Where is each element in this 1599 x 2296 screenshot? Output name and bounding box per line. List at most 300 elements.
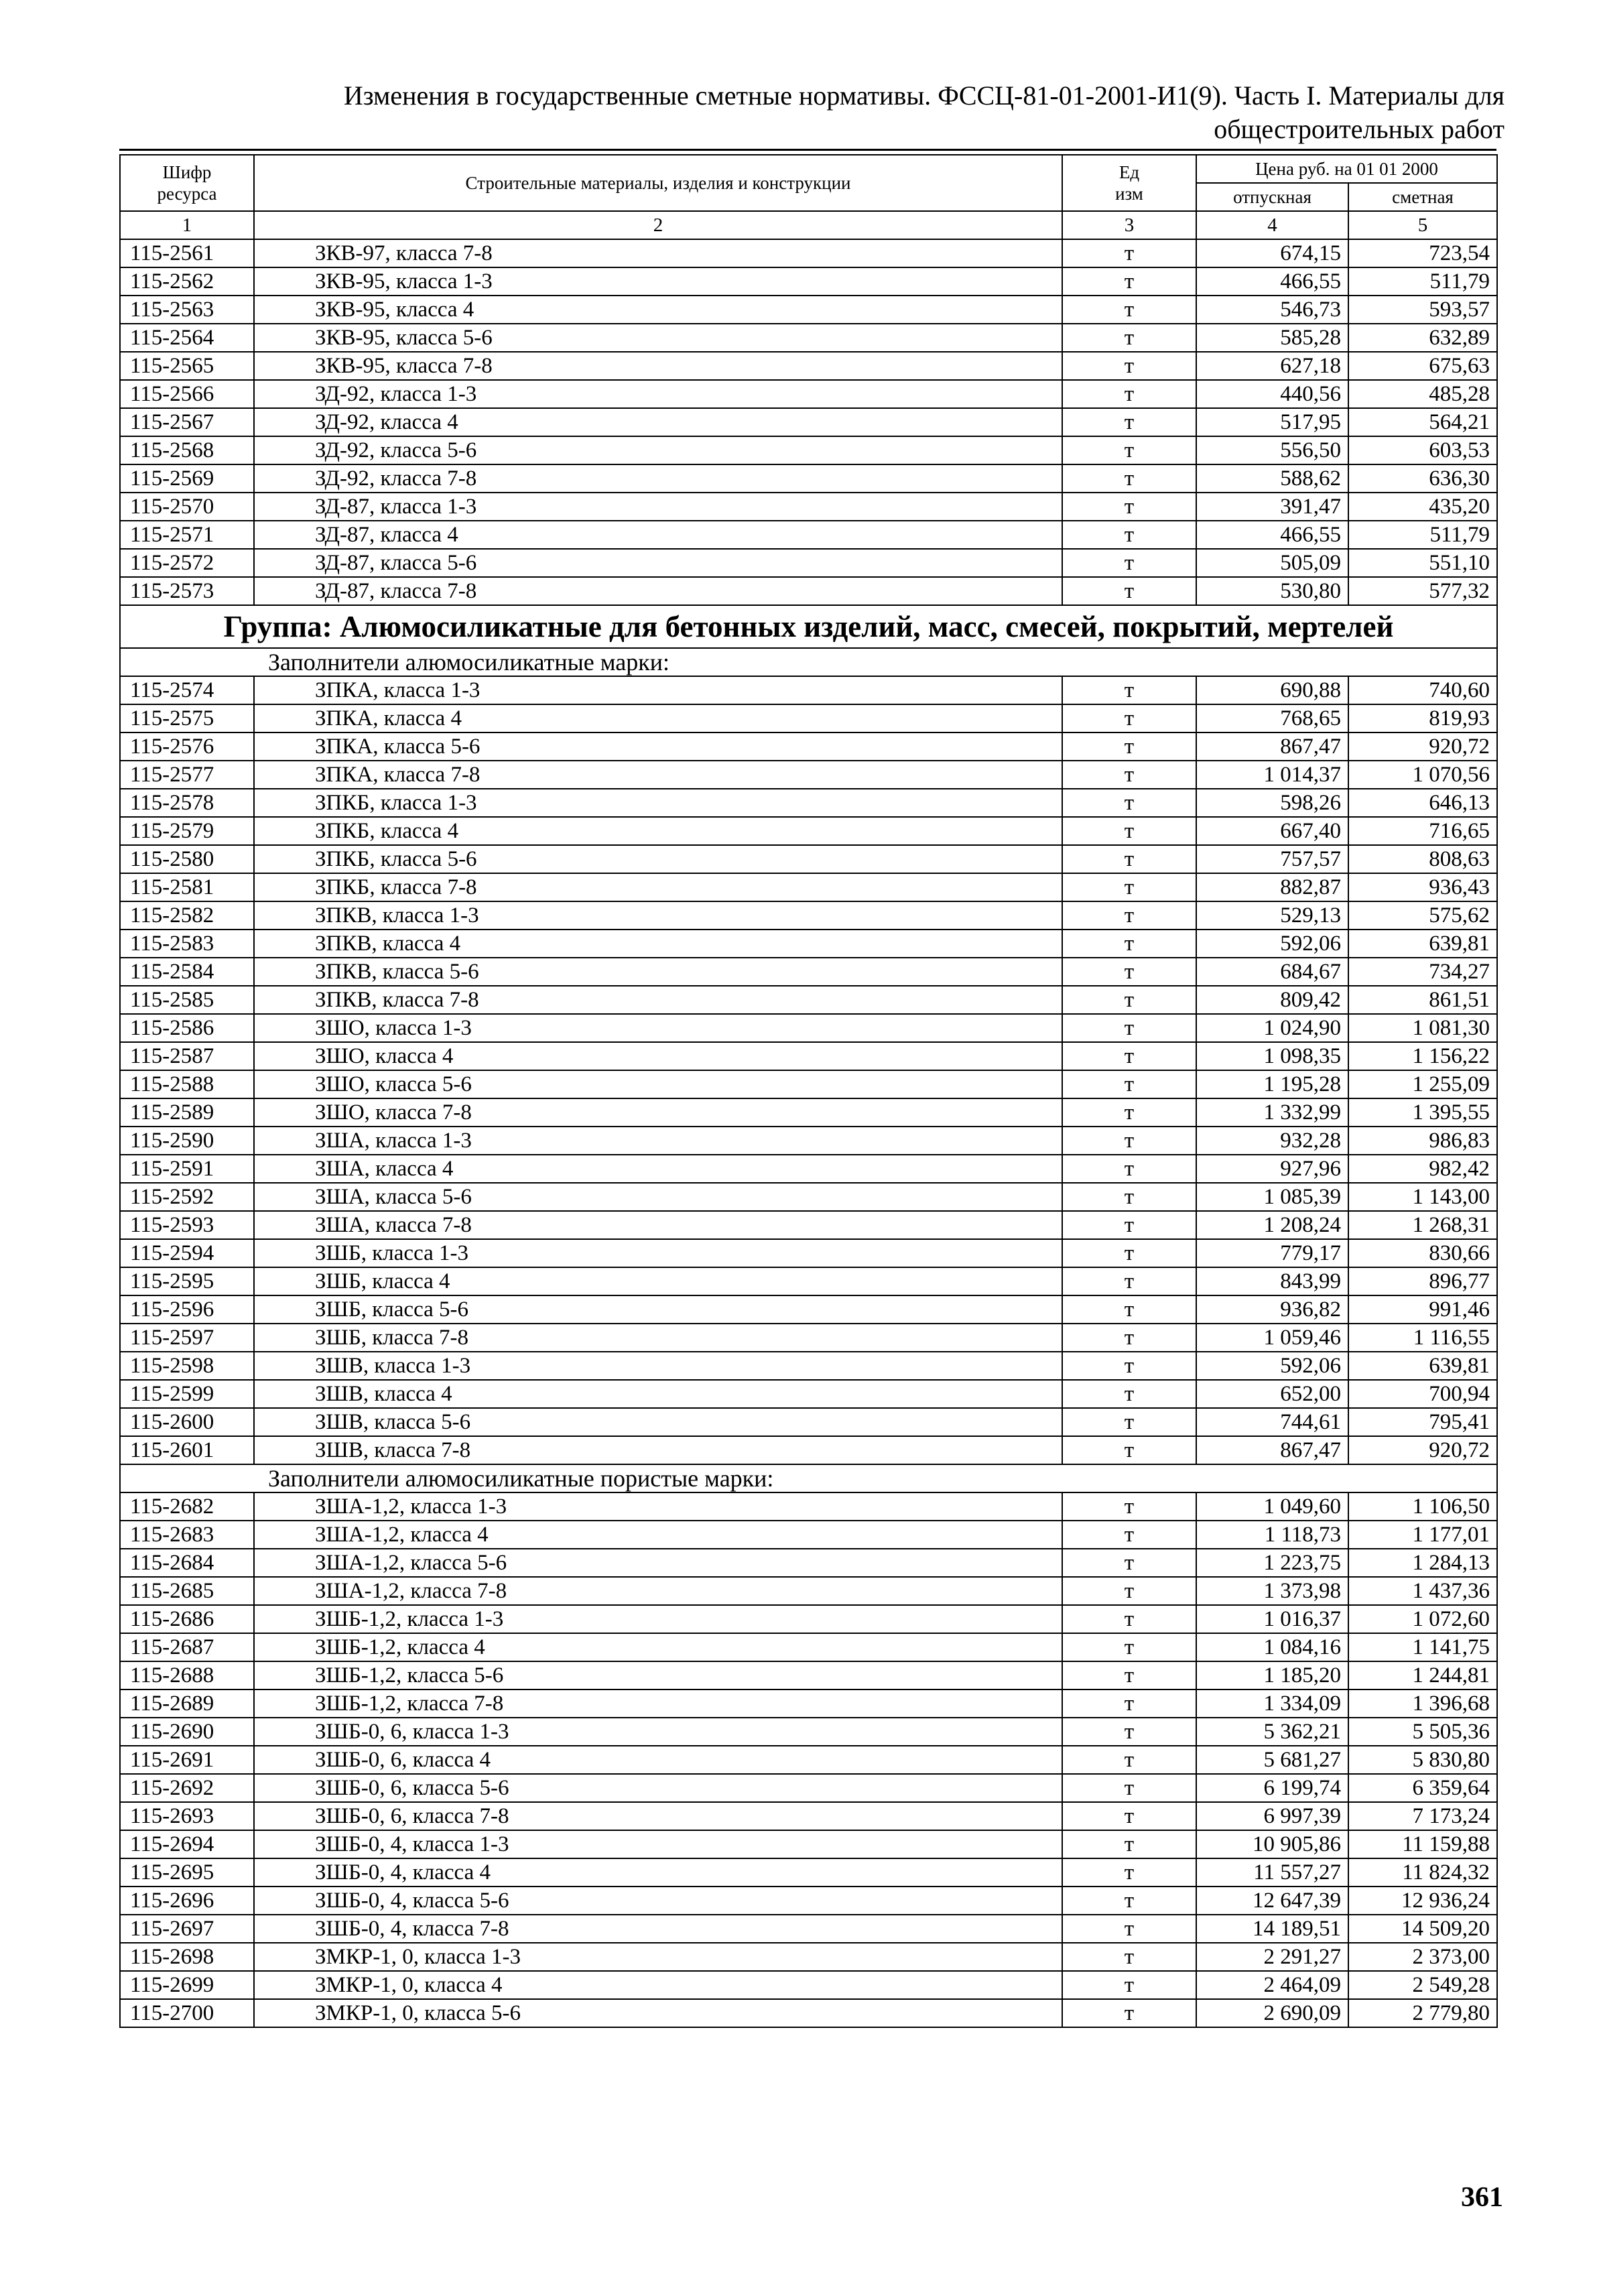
- release-price: 5 681,27: [1196, 1746, 1348, 1774]
- header-code-line-2: ресурса: [157, 184, 217, 204]
- estimate-price: 639,81: [1348, 930, 1497, 958]
- unit: т: [1062, 958, 1196, 986]
- table-row: [120, 1830, 1497, 1858]
- resource-code: 115-2568: [120, 436, 254, 464]
- unit: т: [1062, 1352, 1196, 1380]
- estimate-price: 1 177,01: [1348, 1521, 1497, 1549]
- resource-code: 115-2599: [120, 1380, 254, 1408]
- material-name: ЗПКБ, класса 1-3: [254, 789, 1062, 817]
- release-price: 927,96: [1196, 1155, 1348, 1183]
- release-price: 546,73: [1196, 296, 1348, 324]
- table-row: [120, 1014, 1497, 1042]
- material-name: ЗШВ, класса 1-3: [254, 1352, 1062, 1380]
- material-name: ЗД-87, класса 4: [254, 521, 1062, 549]
- table-row: [120, 1155, 1497, 1183]
- price-table: [119, 154, 1498, 2028]
- release-price: 529,13: [1196, 901, 1348, 930]
- estimate-price: 575,62: [1348, 901, 1497, 930]
- material-name: ЗШО, класса 7-8: [254, 1098, 1062, 1127]
- unit: т: [1062, 817, 1196, 845]
- unit: т: [1062, 732, 1196, 761]
- material-name: ЗША, класса 7-8: [254, 1211, 1062, 1239]
- unit: т: [1062, 1492, 1196, 1521]
- unit: т: [1062, 324, 1196, 352]
- group-section: [120, 605, 1497, 676]
- rows-part-2: [120, 676, 1497, 1464]
- estimate-price: 1 156,22: [1348, 1042, 1497, 1070]
- column-numbers: [120, 211, 1497, 239]
- release-price: 1 373,98: [1196, 1577, 1348, 1605]
- table-row: [120, 789, 1497, 817]
- page-header: [114, 79, 1505, 146]
- release-price: 11 557,27: [1196, 1858, 1348, 1887]
- table-row: [120, 1352, 1497, 1380]
- unit: т: [1062, 1211, 1196, 1239]
- material-name: ЗПКА, класса 4: [254, 704, 1062, 732]
- resource-code: 115-2564: [120, 324, 254, 352]
- resource-code: 115-2577: [120, 761, 254, 789]
- release-price: 1 185,20: [1196, 1661, 1348, 1689]
- material-name: ЗКВ-95, класса 4: [254, 296, 1062, 324]
- release-price: 6 997,39: [1196, 1802, 1348, 1830]
- material-name: ЗШБ-0, 6, класса 7-8: [254, 1802, 1062, 1830]
- estimate-price: 808,63: [1348, 845, 1497, 873]
- resource-code: 115-2566: [120, 380, 254, 408]
- resource-code: 115-2683: [120, 1521, 254, 1549]
- material-name: ЗМКР-1, 0, класса 5-6: [254, 1999, 1062, 2027]
- subgroup-row: [120, 648, 1497, 676]
- resource-code: 115-2576: [120, 732, 254, 761]
- estimate-price: 830,66: [1348, 1239, 1497, 1267]
- unit: т: [1062, 761, 1196, 789]
- resource-code: 115-2686: [120, 1605, 254, 1633]
- unit: т: [1062, 1999, 1196, 2027]
- material-name: ЗШБ-1,2, класса 1-3: [254, 1605, 1062, 1633]
- unit: т: [1062, 1830, 1196, 1858]
- material-name: ЗШБ-0, 4, класса 7-8: [254, 1915, 1062, 1943]
- material-name: ЗД-92, класса 1-3: [254, 380, 1062, 408]
- material-name: ЗША, класса 1-3: [254, 1127, 1062, 1155]
- resource-code: 115-2684: [120, 1549, 254, 1577]
- release-price: 936,82: [1196, 1295, 1348, 1324]
- unit: т: [1062, 1661, 1196, 1689]
- estimate-price: 12 936,24: [1348, 1887, 1497, 1915]
- release-price: 1 208,24: [1196, 1211, 1348, 1239]
- release-price: 1 016,37: [1196, 1605, 1348, 1633]
- estimate-price: 700,94: [1348, 1380, 1497, 1408]
- table-row: [120, 1127, 1497, 1155]
- resource-code: 115-2580: [120, 845, 254, 873]
- table-row: [120, 845, 1497, 873]
- release-price: 2 690,09: [1196, 1999, 1348, 2027]
- release-price: 1 085,39: [1196, 1183, 1348, 1211]
- table-row: [120, 676, 1497, 704]
- unit: т: [1062, 1127, 1196, 1155]
- table-row: [120, 817, 1497, 845]
- release-price: 2 464,09: [1196, 1971, 1348, 1999]
- unit: т: [1062, 1633, 1196, 1661]
- material-name: ЗША-1,2, класса 1-3: [254, 1492, 1062, 1521]
- subgroup-1-title: Заполнители алюмосиликатные марки:: [120, 648, 1497, 676]
- material-name: ЗПКБ, класса 4: [254, 817, 1062, 845]
- release-price: 440,56: [1196, 380, 1348, 408]
- release-price: 867,47: [1196, 1436, 1348, 1464]
- unit: т: [1062, 1915, 1196, 1943]
- unit: т: [1062, 1577, 1196, 1605]
- header-unit-line-1: Ед: [1118, 162, 1140, 182]
- resource-code: 115-2699: [120, 1971, 254, 1999]
- resource-code: 115-2598: [120, 1352, 254, 1380]
- resource-code: 115-2687: [120, 1633, 254, 1661]
- unit: т: [1062, 1605, 1196, 1633]
- table-row: [120, 577, 1497, 605]
- resource-code: 115-2574: [120, 676, 254, 704]
- subgroup-2-title: Заполнители алюмосиликатные пористые марки:: [120, 1464, 1497, 1492]
- resource-code: 115-2688: [120, 1661, 254, 1689]
- material-name: ЗД-92, класса 5-6: [254, 436, 1062, 464]
- resource-code: 115-2694: [120, 1830, 254, 1858]
- resource-code: 115-2697: [120, 1915, 254, 1943]
- material-name: ЗМКР-1, 0, класса 4: [254, 1971, 1062, 1999]
- release-price: 779,17: [1196, 1239, 1348, 1267]
- release-price: 1 223,75: [1196, 1549, 1348, 1577]
- table-row: [120, 1577, 1497, 1605]
- release-price: 1 332,99: [1196, 1098, 1348, 1127]
- table-row: [120, 732, 1497, 761]
- material-name: ЗПКВ, класса 7-8: [254, 986, 1062, 1014]
- table-row: [120, 873, 1497, 901]
- subgroup-section: [120, 1464, 1497, 1492]
- material-name: ЗКВ-95, класса 1-3: [254, 267, 1062, 296]
- estimate-price: 11 159,88: [1348, 1830, 1497, 1858]
- release-price: 867,47: [1196, 732, 1348, 761]
- resource-code: 115-2595: [120, 1267, 254, 1295]
- unit: т: [1062, 1408, 1196, 1436]
- unit: т: [1062, 1689, 1196, 1718]
- material-name: ЗПКБ, класса 5-6: [254, 845, 1062, 873]
- release-price: 598,26: [1196, 789, 1348, 817]
- resource-code: 115-2592: [120, 1183, 254, 1211]
- material-name: ЗШБ, класса 5-6: [254, 1295, 1062, 1324]
- table-row: [120, 1943, 1497, 1971]
- resource-code: 115-2572: [120, 549, 254, 577]
- table-row: [120, 1295, 1497, 1324]
- material-name: ЗШБ-0, 6, класса 5-6: [254, 1774, 1062, 1802]
- resource-code: 115-2593: [120, 1211, 254, 1239]
- resource-code: 115-2685: [120, 1577, 254, 1605]
- resource-code: 115-2561: [120, 239, 254, 267]
- header-estimate: сметная: [1348, 183, 1497, 211]
- estimate-price: 2 549,28: [1348, 1971, 1497, 1999]
- table-row: [120, 1324, 1497, 1352]
- unit: т: [1062, 521, 1196, 549]
- table-row: [120, 1183, 1497, 1211]
- estimate-price: 1 106,50: [1348, 1492, 1497, 1521]
- material-name: ЗША-1,2, класса 7-8: [254, 1577, 1062, 1605]
- unit: т: [1062, 296, 1196, 324]
- material-name: ЗШВ, класса 4: [254, 1380, 1062, 1408]
- material-name: ЗШБ, класса 1-3: [254, 1239, 1062, 1267]
- release-price: 530,80: [1196, 577, 1348, 605]
- table-row: [120, 267, 1497, 296]
- material-name: ЗКВ-97, класса 7-8: [254, 239, 1062, 267]
- resource-code: 115-2600: [120, 1408, 254, 1436]
- unit: т: [1062, 464, 1196, 493]
- release-price: 556,50: [1196, 436, 1348, 464]
- material-name: ЗШВ, класса 5-6: [254, 1408, 1062, 1436]
- unit: т: [1062, 1887, 1196, 1915]
- table-row: [120, 1070, 1497, 1098]
- resource-code: 115-2590: [120, 1127, 254, 1155]
- table-row: [120, 380, 1497, 408]
- estimate-price: 551,10: [1348, 549, 1497, 577]
- table-row: [120, 521, 1497, 549]
- release-price: 932,28: [1196, 1127, 1348, 1155]
- resource-code: 115-2601: [120, 1436, 254, 1464]
- unit: т: [1062, 930, 1196, 958]
- table-row: [120, 1042, 1497, 1070]
- estimate-price: 593,57: [1348, 296, 1497, 324]
- resource-code: 115-2682: [120, 1492, 254, 1521]
- resource-code: 115-2563: [120, 296, 254, 324]
- material-name: ЗД-87, класса 5-6: [254, 549, 1062, 577]
- table-row: [120, 1633, 1497, 1661]
- resource-code: 115-2690: [120, 1718, 254, 1746]
- estimate-price: 920,72: [1348, 732, 1497, 761]
- estimate-price: 675,63: [1348, 352, 1497, 380]
- release-price: 5 362,21: [1196, 1718, 1348, 1746]
- table-row: [120, 1887, 1497, 1915]
- unit: т: [1062, 1746, 1196, 1774]
- estimate-price: 11 824,32: [1348, 1858, 1497, 1887]
- resource-code: 115-2573: [120, 577, 254, 605]
- resource-code: 115-2696: [120, 1887, 254, 1915]
- estimate-price: 1 395,55: [1348, 1098, 1497, 1127]
- unit: т: [1062, 901, 1196, 930]
- estimate-price: 1 070,56: [1348, 761, 1497, 789]
- resource-code: 115-2569: [120, 464, 254, 493]
- header-rule: [119, 149, 1496, 151]
- table-row: [120, 1492, 1497, 1521]
- estimate-price: 14 509,20: [1348, 1915, 1497, 1943]
- table-row: [120, 1605, 1497, 1633]
- table-row: [120, 493, 1497, 521]
- header-price: Цена руб. на 01 01 2000: [1196, 155, 1497, 183]
- unit: т: [1062, 1239, 1196, 1267]
- resource-code: 115-2589: [120, 1098, 254, 1127]
- material-name: ЗШБ, класса 7-8: [254, 1324, 1062, 1352]
- material-name: ЗПКА, класса 1-3: [254, 676, 1062, 704]
- table-row: [120, 436, 1497, 464]
- material-name: ЗПКА, класса 5-6: [254, 732, 1062, 761]
- release-price: 768,65: [1196, 704, 1348, 732]
- release-price: 14 189,51: [1196, 1915, 1348, 1943]
- release-price: 1 084,16: [1196, 1633, 1348, 1661]
- estimate-price: 991,46: [1348, 1295, 1497, 1324]
- table-row: [120, 1521, 1497, 1549]
- material-name: ЗД-92, класса 4: [254, 408, 1062, 436]
- table-row: [120, 704, 1497, 732]
- table-row: [120, 958, 1497, 986]
- estimate-price: 6 359,64: [1348, 1774, 1497, 1802]
- unit: т: [1062, 408, 1196, 436]
- table-row: [120, 1915, 1497, 1943]
- material-name: ЗШО, класса 4: [254, 1042, 1062, 1070]
- table-row: [120, 324, 1497, 352]
- unit: т: [1062, 1718, 1196, 1746]
- resource-code: 115-2698: [120, 1943, 254, 1971]
- material-name: ЗШБ-0, 4, класса 1-3: [254, 1830, 1062, 1858]
- group-row: [120, 605, 1497, 648]
- resource-code: 115-2586: [120, 1014, 254, 1042]
- table-row: [120, 1098, 1497, 1127]
- resource-code: 115-2583: [120, 930, 254, 958]
- estimate-price: 564,21: [1348, 408, 1497, 436]
- resource-code: 115-2692: [120, 1774, 254, 1802]
- material-name: ЗША, класса 5-6: [254, 1183, 1062, 1211]
- unit: т: [1062, 676, 1196, 704]
- table-row: [120, 1999, 1497, 2027]
- resource-code: 115-2570: [120, 493, 254, 521]
- material-name: ЗМКР-1, 0, класса 1-3: [254, 1943, 1062, 1971]
- release-price: 882,87: [1196, 873, 1348, 901]
- release-price: 2 291,27: [1196, 1943, 1348, 1971]
- resource-code: 115-2584: [120, 958, 254, 986]
- resource-code: 115-2562: [120, 267, 254, 296]
- unit: т: [1062, 704, 1196, 732]
- rows-part-1: [120, 239, 1497, 605]
- material-name: ЗПКВ, класса 1-3: [254, 901, 1062, 930]
- material-name: ЗША, класса 4: [254, 1155, 1062, 1183]
- release-price: 592,06: [1196, 930, 1348, 958]
- estimate-price: 1 396,68: [1348, 1689, 1497, 1718]
- release-price: 391,47: [1196, 493, 1348, 521]
- estimate-price: 632,89: [1348, 324, 1497, 352]
- col-number: 1: [120, 211, 254, 239]
- resource-code: 115-2700: [120, 1999, 254, 2027]
- release-price: 517,95: [1196, 408, 1348, 436]
- unit: т: [1062, 845, 1196, 873]
- estimate-price: 636,30: [1348, 464, 1497, 493]
- material-name: ЗШБ-0, 4, класса 5-6: [254, 1887, 1062, 1915]
- col-number: 3: [1062, 211, 1196, 239]
- release-price: 588,62: [1196, 464, 1348, 493]
- release-price: 585,28: [1196, 324, 1348, 352]
- estimate-price: 1 437,36: [1348, 1577, 1497, 1605]
- table-row: [120, 1858, 1497, 1887]
- material-name: ЗШБ-0, 6, класса 1-3: [254, 1718, 1062, 1746]
- release-price: 667,40: [1196, 817, 1348, 845]
- header-code-line-1: Шифр: [162, 162, 212, 182]
- table-row: [120, 986, 1497, 1014]
- resource-code: 115-2693: [120, 1802, 254, 1830]
- resource-code: 115-2565: [120, 352, 254, 380]
- unit: т: [1062, 1098, 1196, 1127]
- table-row: [120, 1549, 1497, 1577]
- table-row: [120, 901, 1497, 930]
- release-price: 1 098,35: [1196, 1042, 1348, 1070]
- release-price: 505,09: [1196, 549, 1348, 577]
- material-name: ЗКВ-95, класса 5-6: [254, 324, 1062, 352]
- resource-code: 115-2571: [120, 521, 254, 549]
- unit: т: [1062, 1858, 1196, 1887]
- table-row: [120, 1239, 1497, 1267]
- estimate-price: 1 116,55: [1348, 1324, 1497, 1352]
- subgroup-row: [120, 1464, 1497, 1492]
- col-number: 4: [1196, 211, 1348, 239]
- material-name: ЗША-1,2, класса 5-6: [254, 1549, 1062, 1577]
- release-price: 744,61: [1196, 1408, 1348, 1436]
- estimate-price: 986,83: [1348, 1127, 1497, 1155]
- header-name: Строительные материалы, изделия и конструкции: [254, 155, 1062, 211]
- estimate-price: 1 268,31: [1348, 1211, 1497, 1239]
- release-price: 6 199,74: [1196, 1774, 1348, 1802]
- resource-code: 115-2588: [120, 1070, 254, 1098]
- release-price: 757,57: [1196, 845, 1348, 873]
- unit: т: [1062, 352, 1196, 380]
- material-name: ЗД-92, класса 7-8: [254, 464, 1062, 493]
- release-price: 652,00: [1196, 1380, 1348, 1408]
- resource-code: 115-2587: [120, 1042, 254, 1070]
- release-price: 1 024,90: [1196, 1014, 1348, 1042]
- release-price: 1 195,28: [1196, 1070, 1348, 1098]
- material-name: ЗПКВ, класса 4: [254, 930, 1062, 958]
- release-price: 843,99: [1196, 1267, 1348, 1295]
- material-name: ЗПКБ, класса 7-8: [254, 873, 1062, 901]
- group-title: Группа: Алюмосиликатные для бетонных изделий, масс, смесей, покрытий, мертелей: [120, 605, 1497, 648]
- resource-code: 115-2575: [120, 704, 254, 732]
- estimate-price: 819,93: [1348, 704, 1497, 732]
- unit: т: [1062, 1521, 1196, 1549]
- resource-code: 115-2691: [120, 1746, 254, 1774]
- resource-code: 115-2596: [120, 1295, 254, 1324]
- table-row: [120, 1802, 1497, 1830]
- release-price: 466,55: [1196, 267, 1348, 296]
- release-price: 1 118,73: [1196, 1521, 1348, 1549]
- estimate-price: 1 284,13: [1348, 1549, 1497, 1577]
- estimate-price: 1 244,81: [1348, 1661, 1497, 1689]
- material-name: ЗШБ-0, 6, класса 4: [254, 1746, 1062, 1774]
- resource-code: 115-2581: [120, 873, 254, 901]
- unit: т: [1062, 873, 1196, 901]
- header-unit: [1062, 155, 1196, 211]
- resource-code: 115-2597: [120, 1324, 254, 1352]
- release-price: 1 059,46: [1196, 1324, 1348, 1352]
- estimate-price: 795,41: [1348, 1408, 1497, 1436]
- estimate-price: 716,65: [1348, 817, 1497, 845]
- estimate-price: 1 141,75: [1348, 1633, 1497, 1661]
- resource-code: 115-2594: [120, 1239, 254, 1267]
- estimate-price: 2 373,00: [1348, 1943, 1497, 1971]
- material-name: ЗШБ-1,2, класса 7-8: [254, 1689, 1062, 1718]
- release-price: 1 014,37: [1196, 761, 1348, 789]
- estimate-price: 639,81: [1348, 1352, 1497, 1380]
- estimate-price: 1 072,60: [1348, 1605, 1497, 1633]
- header-line-1: Изменения в государственные сметные нормативы. ФССЦ-81-01-2001-И1(9). Часть I. Материалы для: [343, 80, 1505, 111]
- release-price: 1 334,09: [1196, 1689, 1348, 1718]
- unit: т: [1062, 1183, 1196, 1211]
- table-row: [120, 408, 1497, 436]
- estimate-price: 861,51: [1348, 986, 1497, 1014]
- table-row: [120, 1718, 1497, 1746]
- table-row: [120, 1661, 1497, 1689]
- material-name: ЗШБ-1,2, класса 5-6: [254, 1661, 1062, 1689]
- table-row: [120, 464, 1497, 493]
- estimate-price: 1 255,09: [1348, 1070, 1497, 1098]
- header-unit-line-2: изм: [1115, 184, 1143, 204]
- col-number: 2: [254, 211, 1062, 239]
- unit: т: [1062, 239, 1196, 267]
